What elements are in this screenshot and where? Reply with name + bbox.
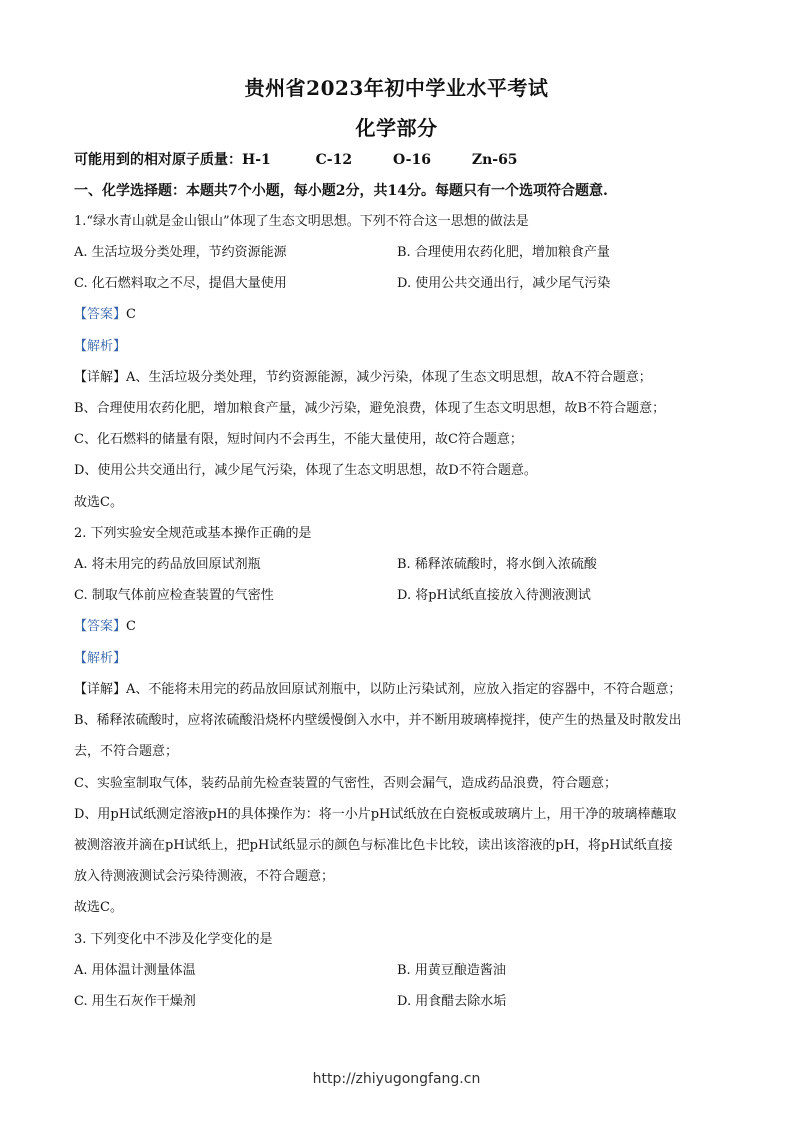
q3-option-d: D. 用食醋去除水垢 bbox=[397, 994, 507, 1009]
q1-detail-line-1 bbox=[74, 369, 652, 387]
q2-answer bbox=[74, 618, 136, 636]
q2-option-a: A. 将未用完的药品放回原试剂瓶 bbox=[74, 557, 261, 572]
q1-detail-line-4: D、使用公共交通出行，减少尾气污染，体现了生态文明思想，故D不符合题意。 bbox=[74, 463, 537, 478]
q2-option-b: B. 稀释浓硫酸时，将水倒入浓硫酸 bbox=[397, 557, 597, 572]
q3-option-a: A. 用体温计测量体温 bbox=[74, 963, 196, 978]
atomic-masses-label: 可能用到的相对原子质量： bbox=[74, 152, 242, 168]
q2-option-d: D. 将pH试纸直接放入待测液测试 bbox=[397, 588, 591, 603]
q3-stem: 3. 下列变化中不涉及化学变化的是 bbox=[74, 932, 273, 947]
q2-detail-line-6: 被测溶液并滴在pH试纸上，把pH试纸显示的颜色与标准比色卡比较，读出该溶液的pH，将pH试纸直接 bbox=[74, 838, 673, 853]
atomic-mass-c: C-12 bbox=[315, 152, 353, 168]
atomic-mass-o: O-16 bbox=[392, 152, 431, 168]
q2-stem: 2. 下列实验安全规范或基本操作正确的是 bbox=[74, 526, 312, 541]
answer-value: C bbox=[126, 619, 136, 634]
q1-detail-line-2: B、合理使用农药化肥，增加粮食产量，减少污染，避免浪费，体现了生态文明思想，故B不符合题意； bbox=[74, 401, 666, 416]
detail-tag: 【详解】 bbox=[74, 682, 127, 697]
q2-option-c: C. 制取气体前应检查装置的气密性 bbox=[74, 588, 274, 603]
q2-detail-line-5: D、用pH试纸测定溶液pH的具体操作为：将一小片pH试纸放在白瓷板或玻璃片上，用干净的玻璃棒蘸取 bbox=[74, 807, 677, 822]
atomic-mass-zn: Zn-65 bbox=[471, 152, 518, 168]
q1-option-b: B. 合理使用农药化肥，增加粮食产量 bbox=[397, 245, 610, 260]
q1-answer bbox=[74, 306, 136, 324]
atomic-masses-line bbox=[74, 151, 518, 169]
q2-detail-line-1 bbox=[74, 681, 681, 699]
q2-analysis-tag: 【解析】 bbox=[74, 651, 127, 666]
q1-detail-line-3: C、化石燃料的储量有限，短时间内不会再生，不能大量使用，故C符合题意； bbox=[74, 432, 523, 447]
q1-stem: 1.“绿水青山就是金山银山”体现了生态文明思想。下列不符合这一思想的做法是 bbox=[74, 214, 529, 229]
q3-option-c: C. 用生石灰作干燥剂 bbox=[74, 994, 196, 1009]
q2-conclusion: 故选C。 bbox=[74, 900, 123, 915]
q1-conclusion: 故选C。 bbox=[74, 495, 123, 510]
exam-title: 贵州省2023年初中学业水平考试 bbox=[244, 76, 549, 100]
answer-tag: 【答案】 bbox=[74, 307, 127, 322]
detail-text: A、生活垃圾分类处理，节约资源能源，减少污染，体现了生态文明思想，故A不符合题意； bbox=[126, 370, 652, 385]
answer-value: C bbox=[126, 307, 136, 322]
q1-option-a: A. 生活垃圾分类处理，节约资源能源 bbox=[74, 245, 287, 260]
q3-option-b: B. 用黄豆酿造酱油 bbox=[397, 963, 506, 978]
detail-tag: 【详解】 bbox=[74, 370, 127, 385]
detail-text: A、不能将未用完的药品放回原试剂瓶中，以防止污染试剂，应放入指定的容器中，不符合题意； bbox=[126, 682, 682, 697]
q2-detail-line-2: B、稀释浓硫酸时，应将浓硫酸沿烧杯内壁缓慢倒入水中，并不断用玻璃棒搅拌，使产生的热量及时散发出 bbox=[74, 713, 682, 728]
footer-url[interactable]: http://zhiyugongfang.cn bbox=[312, 1071, 481, 1087]
q2-detail-line-3: 去，不符合题意； bbox=[74, 744, 179, 759]
q1-option-c: C. 化石燃料取之不尽，提倡大量使用 bbox=[74, 276, 287, 291]
q2-detail-line-4: C、实验室制取气体，装药品前先检查装置的气密性，否则会漏气，造成药品浪费，符合题意； bbox=[74, 776, 617, 791]
q1-analysis-tag: 【解析】 bbox=[74, 339, 127, 354]
section-heading: 一、化学选择题：本题共7个小题，每小题2分，共14分。每题只有一个选项符合题意. bbox=[74, 183, 608, 199]
answer-tag: 【答案】 bbox=[74, 619, 127, 634]
q1-option-d: D. 使用公共交通出行，减少尾气污染 bbox=[397, 276, 611, 291]
q2-detail-line-7: 放入待测液测试会污染待测液，不符合题意； bbox=[74, 869, 335, 884]
atomic-mass-h: H-1 bbox=[242, 152, 271, 168]
exam-subtitle: 化学部分 bbox=[355, 116, 438, 140]
